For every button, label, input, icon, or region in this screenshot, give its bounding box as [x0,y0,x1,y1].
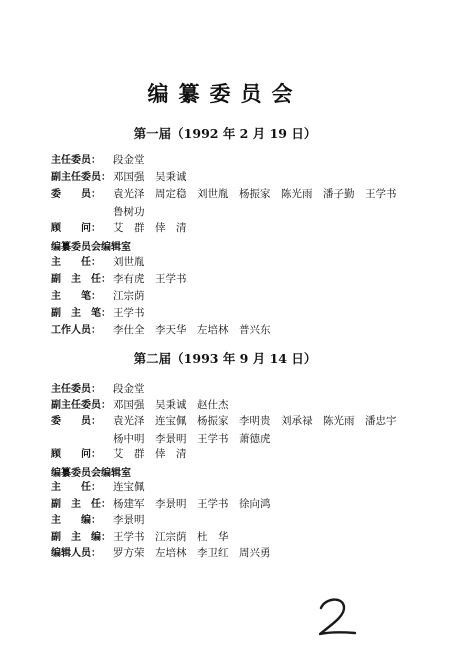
session-2-staff-editors [51,546,271,561]
member-names: 刘世胤 [113,256,145,268]
member-names: 王学书 [113,307,145,319]
member-names: 杨建军 李景明 王学书 徐向鸿 [113,498,271,510]
role-label: 顾 问： [51,449,101,460]
role-label: 委 员： [51,416,101,427]
session-1-staff-workers [51,323,271,338]
page-title: 编纂委员会 [147,82,303,106]
role-label: 主 任： [51,482,101,493]
session-1-staff-director [51,255,145,270]
role-label: 副 主 任： [51,274,111,285]
role-label: 工作人员： [51,325,101,336]
member-names: 连宝佩 [113,481,145,493]
session-2-heading: 第二届（1993 年 9 月 14 日） [133,351,317,366]
role-label: 主 任： [51,257,101,268]
role-label: 主 笔： [51,291,101,302]
handwritten-page-number [313,594,361,642]
role-label: 编辑人员： [51,548,101,559]
session-2-staff-director [51,480,145,495]
member-names: 李景明 [113,514,145,526]
member-names: 袁光泽 连宝佩 杨振家 李明贵 刘承禄 陈光雨 潘忠宇 [113,415,397,427]
member-names: 邓国强 吴秉诚 [113,171,187,183]
role-label: 副主任委员： [51,172,111,183]
session-2-row-members-continued: 杨中明 李景明 王学书 萧德虎 [113,433,271,445]
role-label: 副主任委员： [51,400,111,411]
role-label: 主任委员： [51,155,101,166]
session-2-section-heading: 编纂委员会编辑室 [51,468,131,479]
member-names: 李有虎 王学书 [113,273,187,285]
member-names: 袁光泽 周定稳 刘世胤 杨振家 陈光雨 潘子勤 王学书 [113,188,397,200]
role-label: 顾 问： [51,223,101,234]
session-1-row-chair [51,153,145,168]
session-1-section-heading: 编纂委员会编辑室 [51,242,131,253]
session-1-row-members [51,187,397,202]
role-label: 主 编： [51,515,101,526]
session-2-row-chair [51,382,145,397]
session-2-row-vice-chair [51,398,229,413]
member-names: 艾 群 倖 清 [113,448,187,460]
session-2-staff-chief-editor [51,513,145,528]
role-label: 副 主 编： [51,532,111,543]
role-label: 副 主 任： [51,499,111,510]
member-names: 艾 群 倖 清 [113,222,187,234]
role-label: 主任委员： [51,384,101,395]
session-1-row-advisers [51,221,187,236]
session-2-staff-deputy-director [51,497,271,512]
role-label: 委 员： [51,189,101,200]
member-names: 王学书 江宗荫 杜 华 [113,531,229,543]
role-label: 副 主 笔： [51,308,111,319]
session-1-staff-chief-writer [51,289,145,304]
member-names: 段金堂 [113,154,145,166]
session-1-staff-deputy-director [51,272,187,287]
member-names: 邓国强 吴秉诚 赵仕杰 [113,399,229,411]
member-names: 江宗荫 [113,290,145,302]
session-1-row-vice-chair [51,170,187,185]
session-2-staff-deputy-editor [51,530,229,545]
session-1-row-members-continued: 鲁树功 [113,206,145,218]
session-1-heading: 第一届（1992 年 2 月 19 日） [133,126,317,141]
member-names: 段金堂 [113,383,145,395]
session-2-row-members [51,414,397,429]
session-1-staff-deputy-writer [51,306,145,321]
member-names: 李仕全 李天华 左培林 普兴东 [113,324,271,336]
session-2-row-advisers [51,447,187,462]
member-names: 罗方荣 左培林 李卫红 周兴勇 [113,547,271,559]
